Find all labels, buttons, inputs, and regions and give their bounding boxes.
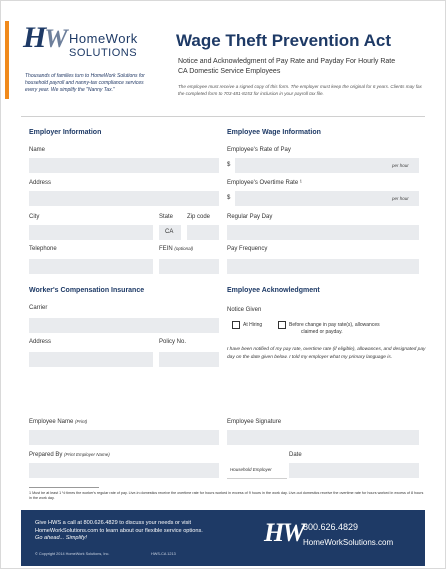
- footer-banner: [21, 510, 425, 566]
- footer-phone[interactable]: 800.626.4829: [303, 522, 359, 532]
- acknowledgment-heading: Employee Acknowledgment: [227, 287, 320, 294]
- form-instructions: The employee must receive a signed copy of this form. The employer must keep the original for 6 years. Clients may fax the completed form to 703-481-8153 for inclusion in your payroll tax file.: [178, 84, 422, 96]
- logo-line-2: SOLUTIONS: [69, 47, 138, 59]
- employee-name-field[interactable]: [29, 430, 219, 445]
- employee-wage-heading: Employee Wage Information: [227, 129, 321, 136]
- employer-name-label: Name: [29, 147, 46, 153]
- subtitle-line-1: Notice and Acknowledgment of Pay Rate and Payday For Hourly Rate: [178, 58, 396, 65]
- pay-change-checkbox[interactable]: [278, 321, 286, 329]
- copyright-text: © Copyright 2014 HomeWork Solutions, Inc.: [35, 552, 110, 556]
- employee-signature-field[interactable]: [227, 430, 419, 445]
- notice-given-label: Notice Given: [227, 307, 262, 313]
- employer-state-label: State: [159, 214, 174, 220]
- household-employer-label: Household Employer: [230, 467, 272, 472]
- date-label: Date: [289, 452, 302, 458]
- employer-city-field[interactable]: [29, 225, 153, 240]
- rate-of-pay-label: Employee's Rate of Pay: [227, 147, 291, 153]
- employer-address-label: Address: [29, 180, 52, 186]
- company-logo: [23, 21, 153, 69]
- pay-change-label-line-2: claimed or payday.: [301, 329, 343, 335]
- pay-frequency-field[interactable]: [227, 259, 419, 274]
- employer-telephone-field[interactable]: [29, 259, 153, 274]
- rate-per-hour-label: per hour: [392, 163, 409, 168]
- date-field[interactable]: [289, 463, 419, 478]
- employee-name-label: Employee Name (Print): [29, 419, 88, 425]
- footer-website-link[interactable]: HomeWorkSolutions.com: [303, 538, 394, 547]
- employer-state-value: CA: [165, 229, 174, 235]
- overtime-currency-symbol: $: [227, 195, 231, 201]
- acknowledgment-statement: I have been notified of my pay rate, overtime rate (if eligible), allowances, and designated pay day on the date given below. I told my employer what my primary language is.: [227, 347, 426, 360]
- employer-address-field[interactable]: [29, 191, 219, 206]
- pay-change-label: [289, 322, 419, 336]
- pay-day-field[interactable]: [227, 225, 419, 240]
- employer-city-label: City: [29, 214, 40, 220]
- policy-number-label: Policy No.: [159, 339, 187, 345]
- footer-line-3: Go ahead... Simplify!: [35, 535, 87, 541]
- employee-signature-label: Employee Signature: [227, 419, 282, 425]
- header-divider: [21, 116, 425, 117]
- prepared-by-label: Prepared By (Print Employer Name): [29, 452, 110, 458]
- footer-logo-monogram: HW: [264, 518, 304, 547]
- policy-number-field[interactable]: [159, 352, 219, 367]
- household-employer-line: [227, 478, 287, 479]
- carrier-field[interactable]: [29, 318, 219, 333]
- logo-line-1: HomeWork: [69, 31, 138, 46]
- employer-name-field[interactable]: [29, 158, 219, 173]
- pay-day-label: Regular Pay Day: [227, 214, 273, 220]
- overtime-footnote: 1 Must be at least 1 ½ times the worker's regular rate of pay. Live-in domestics receive the overtime rate for hours worked in excess of 9 hours in the work day. Live-out domestics receive the overtime rate for hours worked in excess of 8 hours in the work day.: [29, 491, 424, 500]
- overtime-rate-label: Employee's Overtime Rate ¹: [227, 180, 302, 186]
- footer-line-1: Give HWS a call at 800.626.4829 to discuss your needs or visit: [35, 520, 192, 526]
- form-title: Wage Theft Prevention Act: [176, 31, 392, 50]
- accent-bar: [5, 21, 9, 99]
- at-hiring-checkbox[interactable]: [232, 321, 240, 329]
- logo-monogram: HW: [23, 21, 66, 54]
- employer-fein-label: FEIN (optional): [159, 246, 194, 252]
- overtime-per-hour-label: per hour: [392, 196, 409, 201]
- pay-change-label-line-1: Before change in pay rate(s), allowances: [289, 322, 380, 328]
- logo-wordmark: [69, 31, 138, 61]
- at-hiring-label: At Hiring: [243, 322, 263, 328]
- prepared-by-field[interactable]: [29, 463, 219, 478]
- rate-currency-symbol: $: [227, 162, 231, 168]
- employer-zip-label: Zip code: [187, 214, 211, 220]
- employer-zip-field[interactable]: [187, 225, 219, 240]
- footer-line-2: HomeWorkSolutions.com to learn about our flexible service options.: [35, 527, 203, 534]
- insurer-address-label: Address: [29, 339, 52, 345]
- footnote-divider: [29, 487, 99, 488]
- form-subtitle: [178, 57, 428, 77]
- pay-frequency-label: Pay Frequency: [227, 246, 268, 252]
- employer-fein-field[interactable]: [159, 259, 219, 274]
- workers-comp-heading: Worker's Compensation Insurance: [29, 287, 145, 294]
- form-code: HWS-CA 1213: [151, 552, 176, 556]
- insurer-address-field[interactable]: [29, 352, 153, 367]
- footer-message: [35, 520, 265, 543]
- company-tagline: Thousands of families turn to HomeWork Solutions for household payroll and nanny-tax compliance services every year. We simplify the "Nanny Tax.": [25, 73, 145, 93]
- employer-telephone-label: Telephone: [29, 246, 57, 252]
- subtitle-line-2: CA Domestic Service Employees: [178, 68, 281, 75]
- employer-info-heading: Employer Information: [29, 129, 102, 136]
- carrier-label: Carrier: [29, 305, 48, 311]
